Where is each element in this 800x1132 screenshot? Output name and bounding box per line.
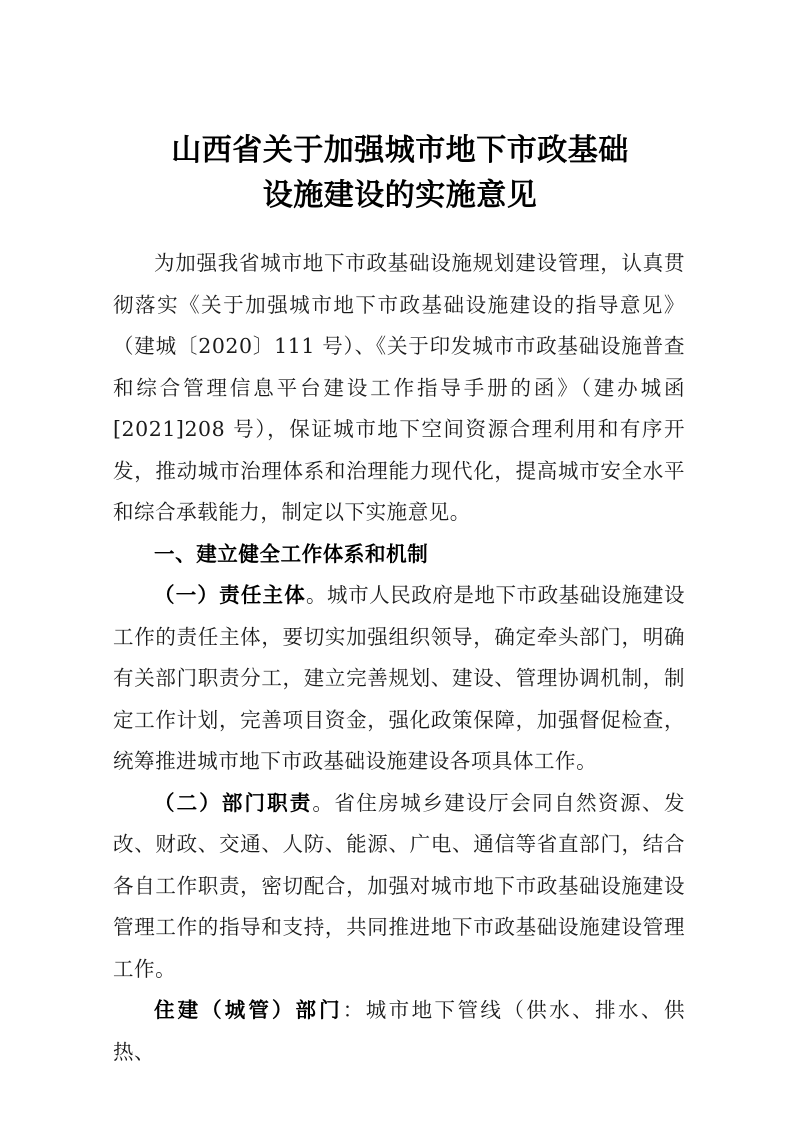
- section-heading-1: 一、建立健全工作体系和机制: [154, 542, 429, 566]
- paragraph-item-3: [113, 990, 685, 1073]
- paragraph-preamble: 为加强我省城市地下市政基础设施规划建设管理，认真贯彻落实《关于加强城市地下市政基础设施建设的指导意见》（建城〔2020〕111 号）、《关于印发城市市政基础设施普查和综合管理信息平台建设工作指导手册的函》（建办城函[2021]208 号），保证城市地下空间资源合理利用和有序开发，推动城市治理体系和治理能力现代化，提高城市安全水平和综合承载能力，制定以下实施意见。: [113, 251, 685, 524]
- paragraph-item-2: [113, 783, 685, 991]
- page-title: [0, 128, 800, 218]
- item-2-lead-label: （二）部门职责: [154, 790, 313, 815]
- item-1-text: 。城市人民政府是地下市政基础设施建设工作的责任主体，要切实加强组织领导，确定牵头部门，明确有关部门职责分工，建立完善规划、建设、管理协调机制，制定工作计划，完善项目资金，强化政策保障，加强督促检查，统筹推进城市地下市政基础设施建设各项具体工作。: [113, 583, 686, 773]
- paragraph-item-1: [113, 575, 685, 783]
- item-2-text: 。省住房城乡建设厅会同自然资源、发改、财政、交通、人防、能源、广电、通信等省直部门，结合各自工作职责，密切配合，加强对城市地下市政基础设施建设管理工作的指导和支持，共同推进地下市政基础设施建设管理工作。: [113, 790, 685, 981]
- page-title-line-2: 设施建设的实施意见: [262, 178, 538, 213]
- item-1-lead-label: （一）责任主体: [154, 583, 306, 607]
- page-title-line-1: 山西省关于加强城市地下市政基础: [171, 133, 629, 168]
- document-body: [113, 243, 685, 1073]
- item-3-lead-label: 住建（城管）部门: [154, 998, 343, 1022]
- item-3-text: ：城市地下管线（供水、排水、供热、: [113, 998, 685, 1064]
